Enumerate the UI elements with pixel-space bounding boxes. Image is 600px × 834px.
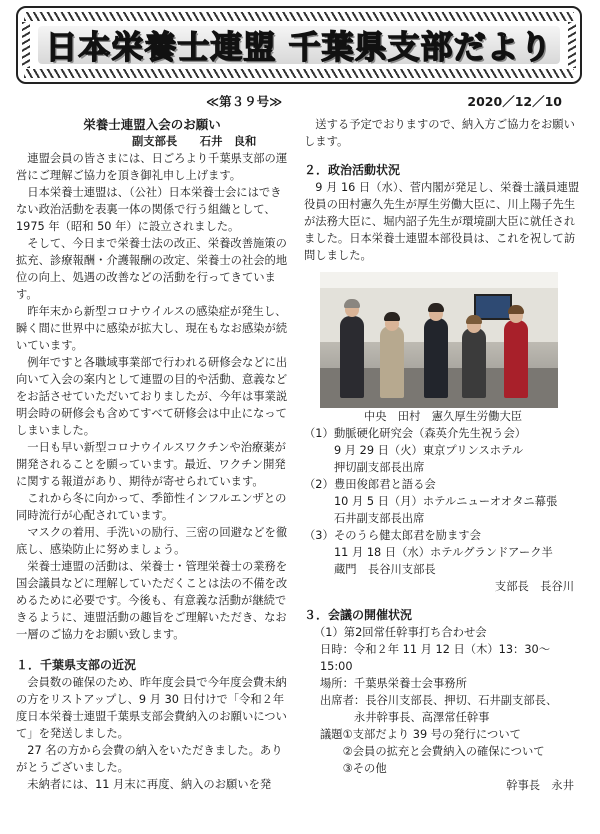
paragraph: 昨年末から新型コロナウイルスの感染症が発生し、瞬く間に世界中に感染が拡大し、現在もなお感染が続いています。 [16,305,288,352]
masthead [16,6,582,84]
paragraph: 一日も早い新型コロナウイルスワクチンや治療薬が開発されることを願っています。最近、ワクチン開発に関する報道があり、期待が寄せられています。 [16,441,286,488]
issue-number: ≪第３９号≫ [206,94,283,109]
meeting-line: ③その他 [320,762,387,775]
left-column [16,116,288,793]
paragraph: 送する予定でおりますので、納入方ご協力をお願いします。 [304,118,575,148]
meeting-line: 場所：千葉県栄養士会事務所 [320,677,467,690]
signature: 幹事長 永井 [506,779,574,792]
issue-date: 2020／12／10 [467,94,562,109]
paragraph: これから冬に向かって、季節性インフルエンザとの同時流行が心配されています。 [16,492,287,522]
meeting-line: ②会員の拡充と会費納入の確保について [320,745,545,758]
article-author: 副支部長 石井 良和 [132,135,257,148]
group-photo [320,272,558,408]
article-title: 栄養士連盟入会のお願い [83,117,221,132]
paragraph: 9 月 16 日（水）、菅内閣が発足し、栄養士議員連盟役員の田村憲久先生が厚生労働大臣に、川上陽子先生が法務大臣に、堀内詔子先生が環境副大臣に就任されました。日本栄養士連盟本部役員は、これを祝して訪問しました。 [304,181,580,262]
paragraph: マスクの着用、手洗いの励行、三密の回避などを徹底し、感染防止に努めましょう。 [16,526,288,556]
right-column [304,116,582,794]
signature: 支部長 長谷川 [494,580,574,593]
meeting-title: （1）第2回常任幹事打ち合わせ会 [314,626,487,639]
paragraph: 日本栄養士連盟は、（公社）日本栄養士会にはできない政治活動を表裏一体の関係で行う組織として、1975 年（昭和 50 年）に設立されました。 [16,186,282,233]
event-item: （2）豊田俊郎君と語る会 10 月 5 日（月）ホテルニューオオタニ幕張 石井副支部長出席 [304,478,558,525]
meeting-line: 出席者：長谷川支部長、押切、石井副支部長、 [320,694,558,707]
newsletter-title: 日本栄養士連盟 千葉県支部だより [45,28,553,66]
paragraph: 例年ですと各職域事業部で行われる研修会などに出向いて入会の案内として連盟の目的や活動、意義などをお話させていただいておりましたが、今年は事業説明会時の研修会も含めてすべて研修会は中止になってしまいました。 [16,356,288,437]
paragraph: そして、今日まで栄養士法の改正、栄養改善施策の拡充、診療報酬・介護報酬の改定、栄養士の社会的地位の向上、処遇の改善などの活動を行ってきています。 [16,237,288,301]
photo-caption: 中央 田村 憲久厚生労働大臣 [363,410,523,423]
meeting-line: 永井幹事長、高澤常任幹事 [320,711,490,724]
event-item: （3）そのうら健太郎君を励ます会 11 月 18 日（水）ホテルグランドアーク半 蔵門 長谷川支部長 [304,529,553,576]
section-heading: ２．政治活動状況 [304,163,401,177]
section-heading: ３．会議の開催状況 [304,608,413,622]
paragraph: 栄養士連盟の活動は、栄養士・管理栄養士の業務を国会議員などに理解していただくことは法の不備を改めるために必要です。今後も、有意義な活動が継続できるように、連盟活動の趣旨をご理解いただき、なお一層のご協力をお願い致します。 [16,560,288,641]
meeting-line: 議題①支部だより 39 号の発行について [320,728,521,741]
paragraph: 会員数の確保のため、昨年度会員で今年度会費未納の方をリストアップし、9 月 30 日付けで「令和２年度日本栄養士連盟千葉県支部会費納入のお願いについて」を発送しました。 [16,676,287,740]
paragraph: 連盟会員の皆さまには、日ごろより千葉県支部の運営にご理解ご協力を頂き御礼申し上げます。 [16,152,288,182]
section-heading: １．千葉県支部の近況 [16,658,137,672]
paragraph: 未納者には、11 月末に再度、納入のお願いを発 [27,778,272,791]
event-item: （1）動脈硬化研究会（森英介先生祝う会） 9 月 29 日（火）東京プリンスホテル 押切副支部長出席 [304,427,527,474]
paragraph: 27 名の方から会費の納入をいただきました。ありがとうございました。 [16,744,283,774]
meeting-line: 日時：令和２年 11 月 12 日（木）13：30～15:00 [320,643,551,673]
